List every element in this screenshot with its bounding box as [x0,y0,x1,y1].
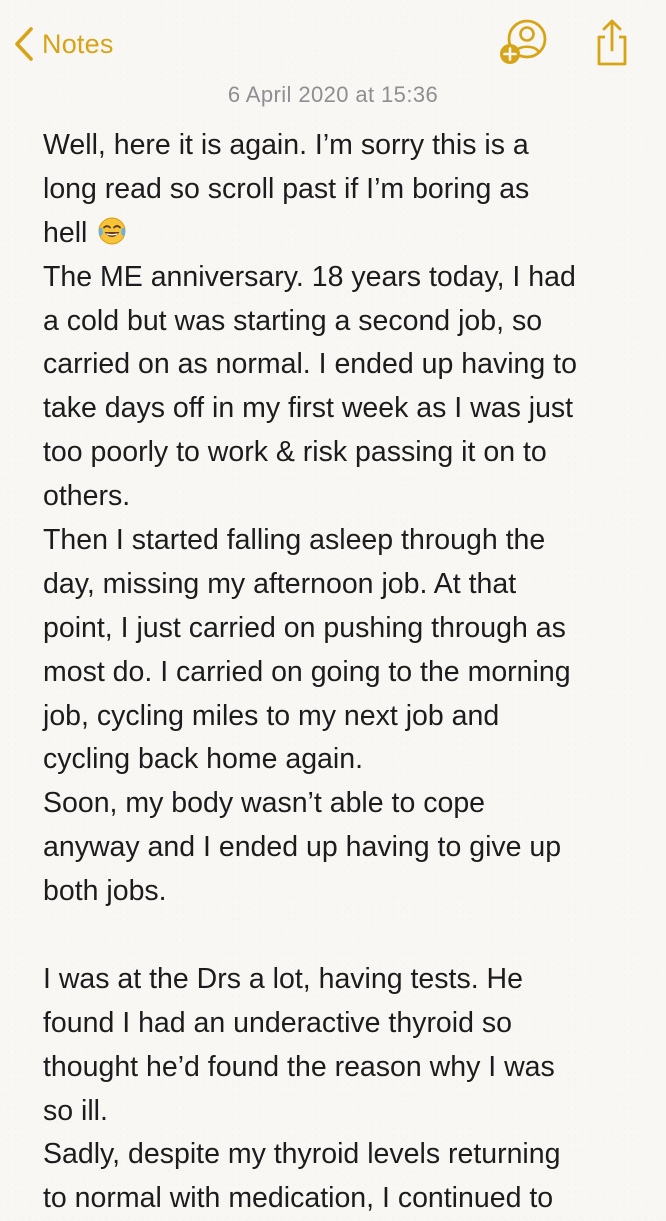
note-blank-line [43,914,643,958]
note-line: The ME anniversary. 18 years today, I had [43,260,576,293]
note-line: to normal with medication, I continued to [43,1182,554,1215]
note-line: others. [43,480,131,513]
note-line: most do. I carried on going to the morning [43,655,571,688]
chevron-left-icon [12,24,36,64]
note-line: job, cycling miles to my next job and [43,699,500,732]
note-line: day, missing my afternoon job. At that [43,567,517,600]
note-line: Then I started falling asleep through the [43,524,546,557]
note-line: Sadly, despite my thyroid levels returning [43,1138,561,1171]
note-body[interactable] [43,124,643,1221]
note-line: both jobs. [43,875,167,908]
back-label: Notes [42,28,114,59]
note-line: a cold but was starting a second job, so [43,304,543,337]
note-line [43,212,643,256]
note-line: cycling back home again. [43,743,364,776]
note-line: thought he’d found the reason why I was [43,1050,555,1083]
note-line: long read so scroll past if I’m boring as [43,172,530,205]
note-line: so ill. [43,1094,108,1127]
note-line: I was at the Drs a lot, having tests. He [43,962,523,995]
note-line: take days off in my first week as I was just [43,392,574,425]
note-line: Well, here it is again. I’m sorry this is a [43,129,529,161]
note-line: anyway and I ended up having to give up [43,831,562,864]
face-with-tears-of-joy-icon [97,216,127,246]
note-line-text: hell [43,216,88,249]
note-line: point, I just carried on pushing through as [43,611,566,644]
share-icon[interactable] [592,18,632,68]
note-line: carried on as normal. I ended up having to [43,348,577,381]
back-to-notes-button[interactable] [12,22,114,66]
note-line: found I had an underactive thyroid so [43,1006,512,1039]
note-line: too poorly to work & risk passing it on to [43,436,547,469]
note-date: 6 April 2020 at 15:36 [227,82,439,107]
navigation-bar [0,0,666,86]
note-line: Soon, my body wasn’t able to cope [43,787,486,820]
add-people-icon[interactable] [496,18,550,68]
